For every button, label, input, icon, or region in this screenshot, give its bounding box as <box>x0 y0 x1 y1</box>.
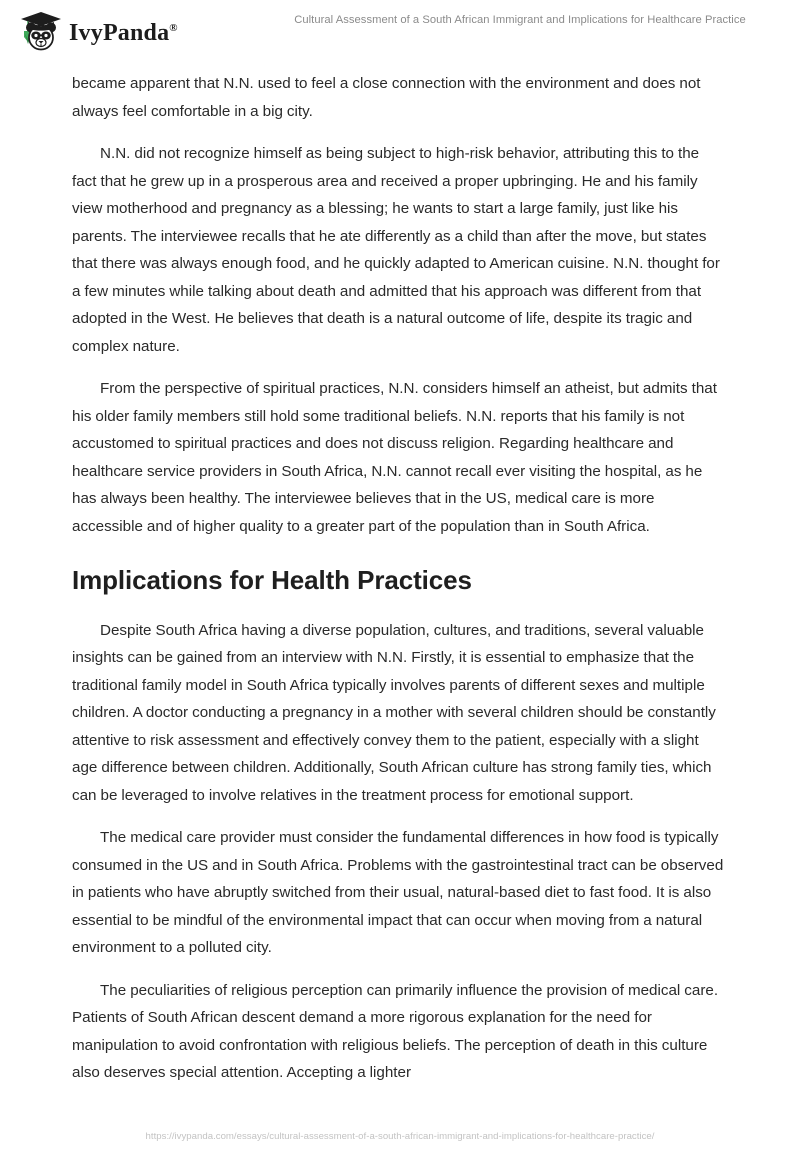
page-header <box>0 0 800 66</box>
brand-name: IvyPanda® <box>69 20 178 46</box>
body-paragraph: From the perspective of spiritual practices, N.N. considers himself an atheist, but admits that his older family members still hold some traditional beliefs. N.N. reports that his family is not accustomed to spiritual practices and does not discuss religion. Regarding healthcare and healthcare service providers in South Africa, N.N. cannot recall ever visiting the hospital, as he has always been healthy. The interviewee believes that in the US, medical care is more accessible and of higher quality to a greater part of the population than in South Africa. <box>72 380 717 535</box>
section-heading: Implications for Health Practices <box>72 565 472 595</box>
body-paragraph: N.N. did not recognize himself as being subject to high-risk behavior, attributing this to the fact that he grew up in a prosperous area and received a proper upbringing. He and his family view motherhood and pregnancy as a blessing; he wants to start a large family, just like his parents. The interviewee recalls that he ate differently as a child than after the move, but states that there was always enough food, and he quickly adapted to American cuisine. N.N. thought for a few minutes while talking about death and admitted that his approach was different from that adopted in the West. He believes that death is a natural outcome of life, despite its tragic and complex nature. <box>72 145 720 355</box>
body-paragraph: became apparent that N.N. used to feel a close connection with the environment and does not always feel comfortable in a big city. <box>72 75 701 120</box>
body-paragraph: Despite South Africa having a diverse population, cultures, and traditions, several valuable insights can be gained from an interview with N.N. Firstly, it is essential to emphasize that the traditional family model in South Africa typically involves parents of different sexes and multiple children. A doctor conducting a pregnancy in a mother with several children should be constantly attentive to risk assessment and effectively convey them to the patient, especially with a slight age difference between children. Additionally, South African culture has strong family ties, which can be leveraged to involve relatives in the treatment process for emotional support. <box>72 621 716 804</box>
brand-logo-lockup[interactable] <box>16 11 178 53</box>
document-running-title: Cultural Assessment of a South African Immigrant and Implications for Healthcare Practice <box>294 14 746 26</box>
body-paragraph: The medical care provider must consider the fundamental differences in how food is typically consumed in the US and in South Africa. Problems with the gastrointestinal tract can be observed in patients who have abruptly switched from their usual, natural-based diet to fast food. It is also essential to be mindful of the environmental impact that can occur when moving from a natural environment to a polluted city. <box>72 829 724 957</box>
panda-graduation-cap-logo-icon <box>16 11 62 53</box>
document-body <box>72 70 726 1102</box>
source-url[interactable]: https://ivypanda.com/essays/cultural-assessment-of-a-south-african-immigrant-and-implications-for-healthcare-practice/ <box>145 1131 655 1142</box>
registered-mark: ® <box>169 22 178 34</box>
body-paragraph: The peculiarities of religious perception can primarily influence the provision of medical care. Patients of South African descent demand a more rigorous explanation for the need for manipulation to avoid confrontation with religious beliefs. The perception of death in this culture also deserves special attention. Accepting a lighter <box>72 981 719 1082</box>
page-footer <box>0 1131 800 1142</box>
